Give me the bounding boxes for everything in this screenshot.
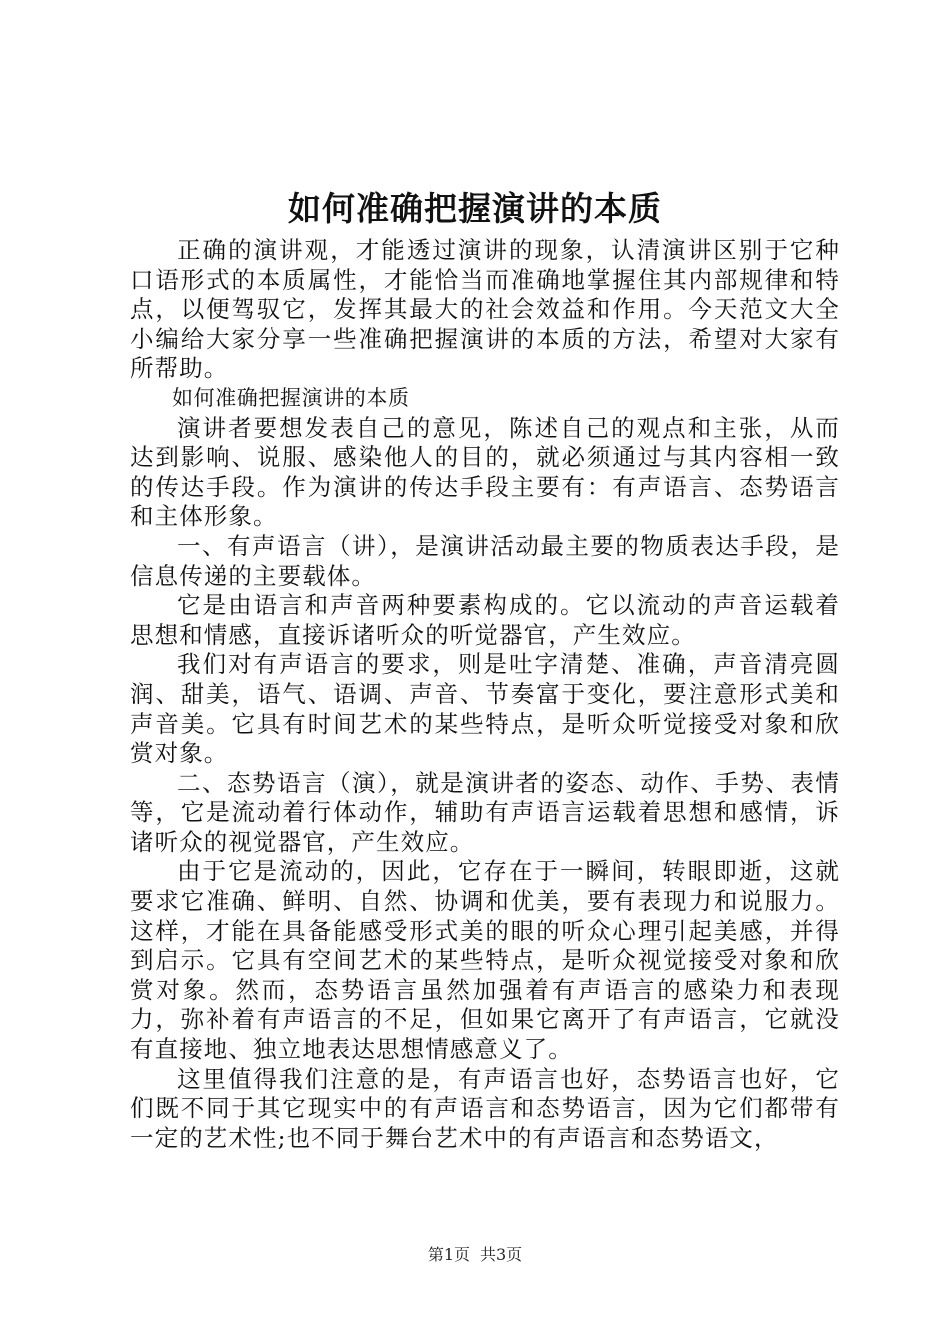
- paragraph: 二、态势语言（演），就是演讲者的姿态、动作、手势、表情等，它是流动着行体动作，辅助有声语言运载着思想和感情，诉诸听众的视觉器官，产生效应。: [130, 768, 840, 856]
- paragraph-intro: 正确的演讲观，才能透过演讲的现象，认清演讲区别于它种口语形式的本质属性，才能恰当而准确地掌握住其内部规律和特点，以便驾驭它，发挥其最大的社会效益和作用。今天范文大全小编给大家分享一些准确把握演讲的本质的方法，希望对大家有所帮助。: [130, 236, 840, 383]
- page-title: 如何准确把握演讲的本质: [288, 189, 662, 228]
- document-body: [130, 236, 840, 1153]
- page-number: 第1页: [427, 1245, 470, 1264]
- paragraph: 一、有声语言（讲），是演讲活动最主要的物质表达手段，是信息传递的主要载体。: [130, 531, 840, 590]
- page-total: 共3页: [480, 1245, 523, 1264]
- paragraph: 我们对有声语言的要求，则是吐字清楚、准确，声音清亮圆润、甜美，语气、语调、声音、节奏富于变化，要注意形式美和声音美。它具有时间艺术的某些特点，是听众听觉接受对象和欣赏对象。: [130, 650, 840, 768]
- paragraph: 这里值得我们注意的是，有声语言也好，态势语言也好，它们既不同于其它现实中的有声语言和态势语言，因为它们都带有一定的艺术性;也不同于舞台艺术中的有声语言和态势语文，: [130, 1064, 840, 1152]
- paragraph: 演讲者要想发表自己的意见，陈述自己的观点和主张，从而达到影响、说服、感染他人的目的，就必须通过与其内容相一致的传达手段。作为演讲的传达手段主要有：有声语言、态势语言和主体形象。: [130, 413, 840, 531]
- paragraph: 它是由语言和声音两种要素构成的。它以流动的声音运载着思想和情感，直接诉诸听众的听觉器官，产生效应。: [130, 591, 840, 649]
- page-footer: [0, 1243, 950, 1267]
- paragraph: 由于它是流动的，因此，它存在于一瞬间，转眼即逝，这就要求它准确、鲜明、自然、协调和优美，要有表现力和说服力。这样，才能在具备能感受形式美的眼的听众心理引起美感，并得到启示。它具有空间艺术的某些特点，是听众视觉接受对象和欣赏对象。然而，态势语言虽然加强着有声语言的感染力和表现力，弥补着有声语言的不足，但如果它离开了有声语言，它就没有直接地、独立地表达思想情感意义了。: [130, 857, 840, 1064]
- section-heading: 如何准确把握演讲的本质: [172, 385, 410, 410]
